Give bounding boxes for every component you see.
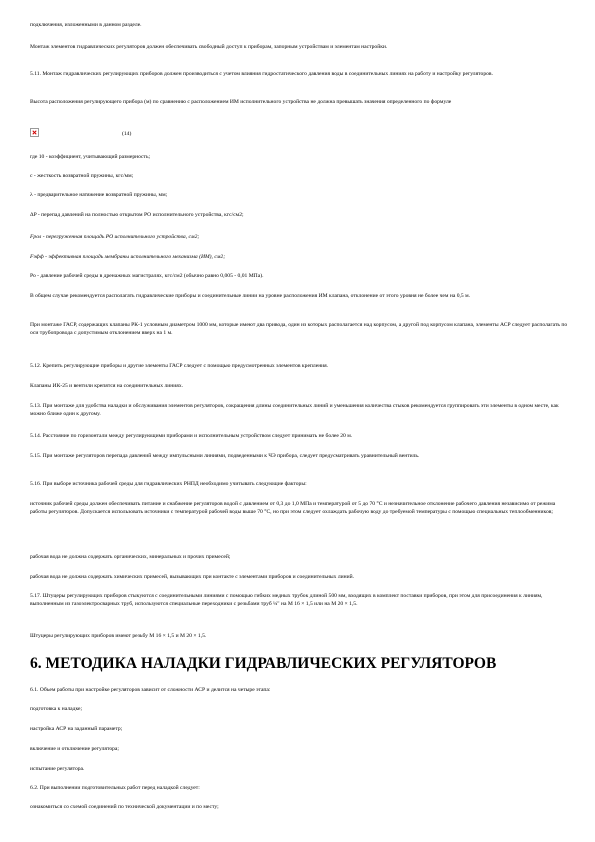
paragraph: 6.1. Объем работы при настройке регуляторов зависит от сложности АСР и делится на четыре этапа: <box>30 687 271 693</box>
paragraph: 5.11. Монтаж гидравлических регулирующих приборов должен производиться с учетом влияния гидростатического давления воды в соединительных линиях на работу и настройку регуляторов. <box>30 71 493 77</box>
paragraph: 5.14. Расстояние по горизонтали между регулирующими приборами и исполнительным устройством следует принимать не более 20 м. <box>30 433 353 439</box>
paragraph: Клапаны ИК-25 и вентили крепятся на соединительных линиях. <box>30 383 184 389</box>
paragraph: При монтаже ГАСР, содержащих клапаны РК-1 условным диаметром 1000 мм, которые имеют два привода, один из которых располагается над корпусом, а другой под корпусом клапана, элементы АСР следует располагать по оси трубопровода с допустимым отклонением вверх на 1 м. <box>30 322 568 336</box>
paragraph: включение и отключение регулятора; <box>30 746 119 752</box>
section-heading: 6. МЕТОДИКА НАЛАДКИ ГИДРАВЛИЧЕСКИХ РЕГУЛЯТОРОВ <box>30 655 497 672</box>
paragraph: настройка АСР на заданный параметр; <box>30 726 123 732</box>
paragraph: испытание регулятора. <box>30 766 85 772</box>
paragraph: 5.16. При выборе источника рабочей среды для гидравлических РНПД необходимо учитывать следующие факторы: <box>30 481 307 487</box>
paragraph: В общем случае рекомендуется располагать гидравлические приборы и соединительные линии на уровне расположения ИМ клапана, отклонение от этого уровня не более чем на 0,5 м. <box>30 293 471 299</box>
paragraph: 5.13. При монтаже для удобства наладки и обслуживания элементов регуляторов, сокращения длины соединительных линий и уменьшения количества стыков рекомендуется группировать эти элементы в одном месте, как можно ближе один к другому. <box>30 403 559 417</box>
paragraph: рабочая вода не должна содержать химических примесей, вызывающих при контакте с элементами приборов и соединительных линий. <box>30 574 355 580</box>
paragraph: с - жесткость возвратной пружины, кгс/мм; <box>30 173 134 179</box>
paragraph: ознакомиться со схемой соединений по технической документации и по месту; <box>30 804 219 810</box>
paragraph: Высота расположения регулирующего прибора (м) по сравнению с расположением ИМ исполнительного устройства не должна превышать значения определенного по формуле <box>30 99 452 105</box>
paragraph: Fэфф - эффективная площадь мембраны исполнительного механизма (ИМ), см2; <box>30 254 226 260</box>
paragraph: источник рабочей среды должен обеспечивать питание и снабжение регуляторов водой с давлением от 0,3 до 1,0 МПа и температурой от 5 до 70 °С и незначительное отклонение рабочего давления независимо от режима работы регуляторов. Допускается использовать источники с температурой рабочей воды выше 70 °С, но при этом следует охлаждать рабочую воду до требуемой температуры с помощью специальных теплообменников; <box>30 501 556 515</box>
paragraph: Ро - давление рабочей среды в дренажных магистралях, кгс/см2 (обычно равно 0,005 - 0,01 МПа). <box>30 273 264 279</box>
paragraph: 5.12. Крепить регулирующие приборы и другие элементы ГАСР следует с помощью предусмотренных элементов крепления. <box>30 363 329 369</box>
paragraph: подготовка к наладке; <box>30 706 83 712</box>
paragraph: λ - предварительное натяжение возвратной пружины, мм; <box>30 192 168 198</box>
paragraph: Штуцеры регулирующих приборов имеют резьбу М 16 × 1,5 и М 20 × 1,5. <box>30 633 207 639</box>
paragraph: 5.17. Штуцеры регулирующих приборов стыкуются с соединительными линиями с помощью гибких медных трубок длиной 500 мм, входящих в комплект поставки приборов, при этом для присоединения к линиям, выполненным из газоэлектросварных труб, используются специальные переходники с резьбами труб ¼" на М 16 × 1,5 или на М 20 × 1,5. <box>30 593 543 607</box>
paragraph: Монтаж элементов гидравлических регуляторов должен обеспечивать свободный доступ к приборам, запорным устройствам и элементам настройки. <box>30 44 388 50</box>
paragraph: 6.2. При выполнении подготовительных работ перед наладкой следует: <box>30 785 200 791</box>
formula-broken-image-icon <box>30 128 39 137</box>
paragraph: ΔP - перепад давлений на полностью открытом РО исполнительного устройства, кгс/см2; <box>30 212 244 218</box>
paragraph: рабочая вода не должна содержать органических, минеральных и прочих примесей; <box>30 554 231 560</box>
paragraph: подключения, изложенными в данном разделе. <box>30 22 142 28</box>
formula-number: (14) <box>122 131 132 137</box>
paragraph: Fрол - перегруженная площадь РО исполнительного устройства, см2; <box>30 234 200 240</box>
paragraph: где 10 - коэффициент, учитывающий размерность; <box>30 154 151 160</box>
paragraph: 5.15. При монтаже регуляторов перепада давлений между импульсными линиями, подведенными к ЧЭ прибора, следует предусматривать уравнительный вентиль. <box>30 453 420 459</box>
